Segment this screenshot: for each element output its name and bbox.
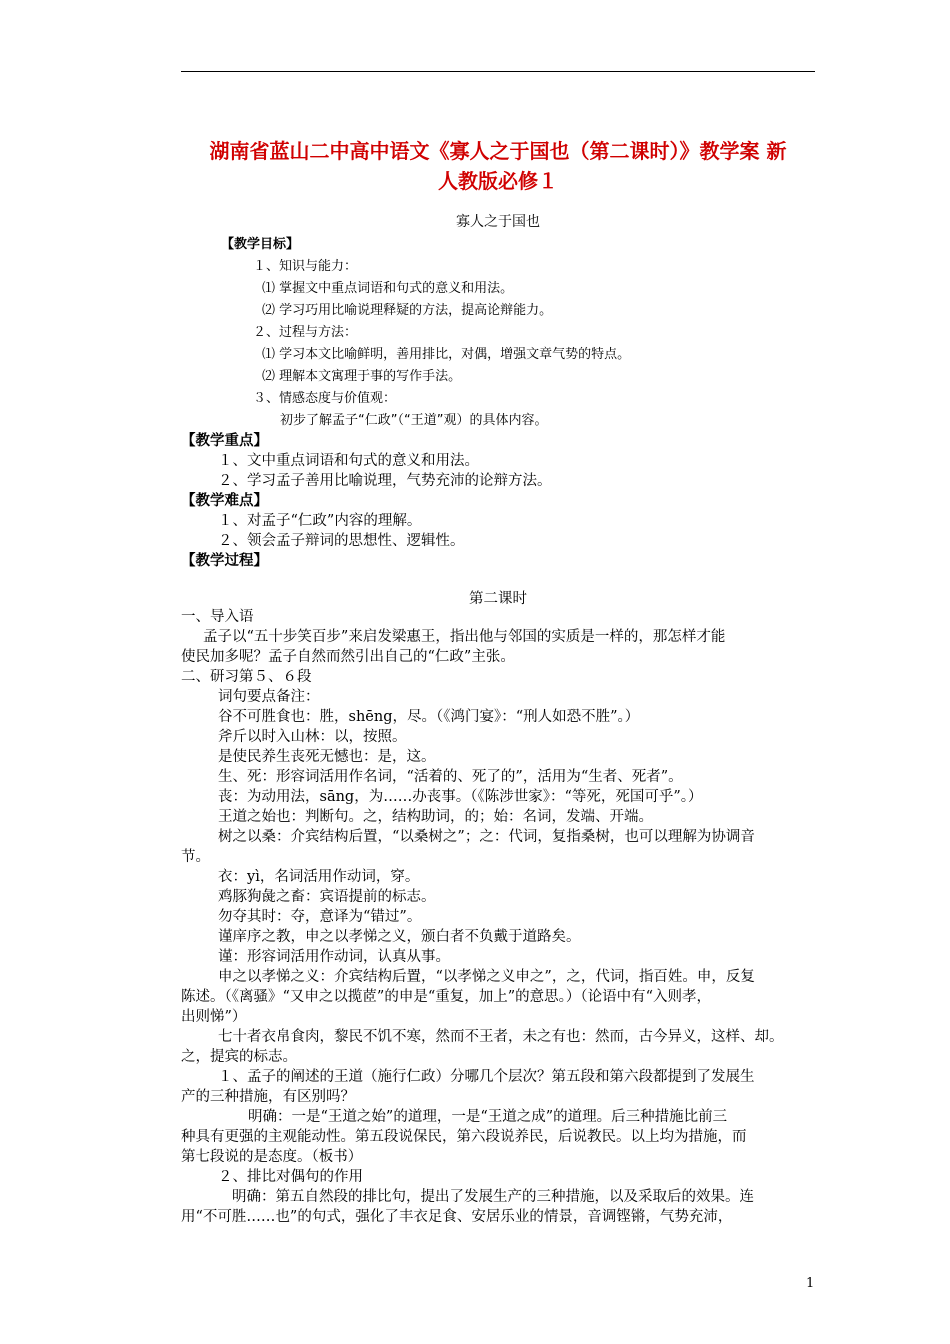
process-line: 出则悌”）: [181, 1009, 247, 1025]
process-line: 斧斤以时入山林：以，按照。: [218, 729, 407, 745]
title-line-1: 湖南省蓝山二中高中语文《寡人之于国也（第二课时）》教学案 新: [209, 139, 787, 163]
process-line: 用“不可胜……也”的句式，强化了丰衣足食、安居乐业的情景，音调铿锵，气势充沛，: [181, 1209, 733, 1225]
difficulty-item: ２、领会孟子辩词的思想性、逻辑性。: [218, 533, 465, 549]
process-line: 产的三种措施，有区别吗？: [181, 1089, 355, 1105]
document-title: [181, 136, 815, 196]
difficulties-heading: 【教学难点】: [181, 492, 268, 509]
goal-item: １、知识与能力：: [253, 259, 358, 274]
goal-item: ⑵ 理解本文寓理于事的写作手法。: [262, 369, 462, 384]
process-line: 生、死：形容词活用作名词，“活着的、死了的”，活用为“生者、死者”。: [218, 769, 683, 785]
process-line: 种具有更强的主观能动性。第五段说保民，第六段说养民，后说教民。以上均为措施，而: [181, 1129, 747, 1145]
process-line: 词句要点备注：: [218, 689, 320, 705]
process-line: 孟子以“五十步笑百步”来启发梁惠王，指出他与邻国的实质是一样的，那怎样才能: [203, 629, 726, 645]
process-line: 衣：yì，名词活用作动词，穿。: [218, 869, 420, 885]
process-line: 树之以桑：介宾结构后置，“以桑树之”；之：代词，复指桑树，也可以理解为协调音: [218, 829, 755, 845]
key-points-heading: 【教学重点】: [181, 432, 268, 449]
goal-item: ⑴ 掌握文中重点词语和句式的意义和用法。: [262, 281, 514, 296]
process-line: 陈述。（《离骚》“又申之以揽茝”的申是“重复，加上”的意思。）（论语中有“入则孝，: [181, 989, 712, 1005]
document-subtitle: 寡人之于国也: [456, 214, 540, 230]
process-line: 是使民养生丧死无憾也：是，这。: [218, 749, 436, 765]
goal-item: ２、过程与方法：: [253, 325, 358, 340]
key-point-item: ２、学习孟子善用比喻说理，气势充沛的论辩方法。: [218, 473, 552, 489]
goals-heading: 【教学目标】: [221, 237, 300, 252]
process-line: １、孟子的阐述的王道（施行仁政）分哪几个层次？第五段和第六段都提到了发展生: [218, 1069, 755, 1085]
process-line: 谨庠序之教，申之以孝悌之义，颁白者不负戴于道路矣。: [218, 929, 581, 945]
process-line: 丧：为动用法，sāng，为……办丧事。（《陈涉世家》：“等死，死国可乎”。）: [218, 789, 703, 805]
process-line: 王道之始也：判断句。之，结构助词，的；始：名词，发端、开端。: [218, 809, 653, 825]
goal-item: 初步了解孟子“仁政”（“王道”观）的具体内容。: [280, 413, 548, 428]
page-number: 1: [806, 1276, 815, 1291]
process-line: 一、导入语: [181, 609, 254, 625]
difficulty-item: １、对孟子“仁政”内容的理解。: [218, 513, 422, 529]
process-line: 七十者衣帛食肉，黎民不饥不寒，然而不王者，未之有也：然而，古今异义，这样、却。: [218, 1029, 784, 1045]
lesson-title: 第二课时: [469, 591, 527, 607]
process-line: 鸡豚狗彘之畜：宾语提前的标志。: [218, 889, 436, 905]
process-line: 之，提宾的标志。: [181, 1049, 297, 1065]
process-line: 勿夺其时：夺，意译为“错过”。: [218, 909, 422, 925]
process-line: 谷不可胜食也：胜，shēng，尽。（《鸿门宴》：“刑人如恐不胜”。）: [218, 709, 640, 725]
process-line: 明确：第五自然段的排比句，提出了发展生产的三种措施，以及采取后的效果。连: [232, 1189, 754, 1205]
process-line: 二、研习第５、６段: [181, 669, 312, 685]
process-heading: 【教学过程】: [181, 552, 268, 569]
process-line: 使民加多呢？孟子自然而然引出自己的“仁政”主张。: [181, 649, 515, 665]
process-line: ２、排比对偶句的作用: [218, 1169, 363, 1185]
goal-item: ３、情感态度与价值观：: [253, 391, 397, 406]
key-point-item: １、文中重点词语和句式的意义和用法。: [218, 453, 479, 469]
process-line: 明确：一是“王道之始”的道理，一是“王道之成”的道理。后三种措施比前三: [248, 1109, 728, 1125]
process-line: 第七段说的是态度。（板书）: [181, 1149, 363, 1165]
title-line-2: 人教版必修１: [438, 169, 558, 193]
header-rule: [181, 71, 815, 72]
process-line: 谨：形容词活用作动词，认真从事。: [218, 949, 450, 965]
goal-item: ⑴ 学习本文比喻鲜明，善用排比，对偶，增强文章气势的特点。: [262, 347, 631, 362]
goal-item: ⑵ 学习巧用比喻说理释疑的方法，提高论辩能力。: [262, 303, 553, 318]
process-line: 节。: [181, 849, 210, 865]
process-line: 申之以孝悌之义：介宾结构后置，“以孝悌之义申之”，之，代词，指百姓。申，反复: [218, 969, 755, 985]
